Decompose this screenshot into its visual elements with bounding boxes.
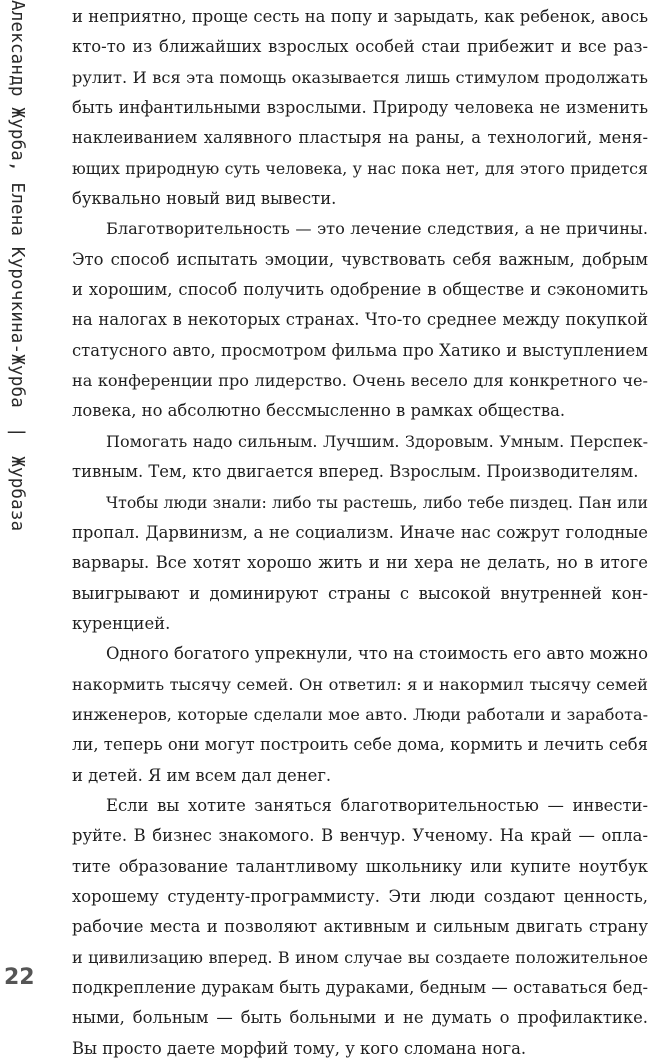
text-line: статусного авто, просмотром фильма про Хатико и выступлением [72, 340, 648, 360]
text-line: ющих природную суть человека, у нас пока нет, для этого придется [72, 158, 648, 178]
text-line: буквально новый вид вывести. [72, 189, 337, 209]
text-line: накормить тысячу семей. Он ответил: я и накормил тысячу семей [72, 674, 648, 694]
text-line: варвары. Все хотят хорошо жить и ни хера не делать, но в итоге [72, 553, 648, 573]
text-line: выигрывают и доминируют страны с высокой внутренней кон- [72, 583, 648, 603]
text-line: и хорошим, способ получить одобрение в обществе и сэкономить [72, 280, 648, 300]
text-line: и цивилизацию вперед. В ином случае вы создаете положительное [72, 947, 648, 967]
text-line: кто-то из ближайших взрослых особей стаи прибежит и все раз- [72, 37, 648, 57]
text-line: тивным. Тем, кто двигается вперед. Взрослым. Производителям. [72, 462, 639, 482]
text-line: наклеиванием халявного пластыря на раны, а технологий, меня- [72, 128, 648, 148]
text-line: быть инфантильными взрослыми. Природу человека не изменить [72, 98, 648, 118]
text-line: Это способ испытать эмоции, чувствовать себя важным, добрым [72, 249, 648, 269]
page-number: 22 [4, 965, 35, 990]
text-line: на конференции про лидерство. Очень весело для конкретного че- [72, 371, 648, 391]
running-head-text [4, 0, 30, 531]
text-line: хорошему студенту-программисту. Эти люди создают ценность, [72, 886, 648, 906]
text-line: куренцией. [72, 613, 171, 633]
running-head-authors: Александр Журба, Елена Курочкина-Журба [7, 0, 27, 408]
text-line: Благотворительность — это лечение следствия, а не причины. [106, 219, 648, 239]
text-line: руйте. В бизнес знакомого. В венчур. Ученому. На край — опла- [72, 826, 648, 846]
text-line: и неприятно, проще сесть на попу и зарыдать, как ребенок, авось [72, 7, 648, 26]
text-line: Одного богатого упрекнули, что на стоимость его авто можно [106, 644, 648, 664]
text-line: подкрепление дуракам быть дураками, бедным — оставаться бед- [72, 978, 648, 997]
text-line: ловека, но абсолютно бессмысленно в рамках общества. [72, 401, 566, 421]
text-line: Если вы хотите заняться благотворительностью — инвести- [106, 795, 648, 815]
text-line: на налогах в некоторых странах. Что-то среднее между покупкой [72, 310, 648, 330]
text-line: пропал. Дарвинизм, а не социализм. Иначе нас сожрут голодные [72, 522, 648, 542]
text-line: рулит. И вся эта помощь оказывается лишь стимулом продолжать [72, 67, 648, 87]
text-line: инженеров, которые сделали мое авто. Люди работали и заработа- [72, 704, 648, 724]
running-head-book-title: Журбаза [7, 456, 27, 532]
text-line: ными, больным — быть больными и не думать о профилактике. [72, 1008, 648, 1028]
body-text [72, 2, 648, 1064]
running-head-separator: | [7, 426, 27, 438]
text-line: Вы просто даете морфий тому, у кого сломана нога. [72, 1038, 527, 1058]
running-head [4, 0, 30, 630]
text-line: Помогать надо сильным. Лучшим. Здоровым. Умным. Перспек- [106, 431, 648, 451]
text-line: тите образование талантливому школьнику или купите ноутбук [72, 856, 648, 876]
text-line: ли, теперь они могут построить себе дома, кормить и лечить себя [72, 735, 648, 755]
text-line: и детей. Я им всем дал денег. [72, 765, 332, 785]
text-line: Чтобы люди знали: либо ты растешь, либо тебе пиздец. Пан или [106, 492, 648, 512]
text-line: рабочие места и позволяют активным и сильным двигать страну [72, 917, 648, 937]
